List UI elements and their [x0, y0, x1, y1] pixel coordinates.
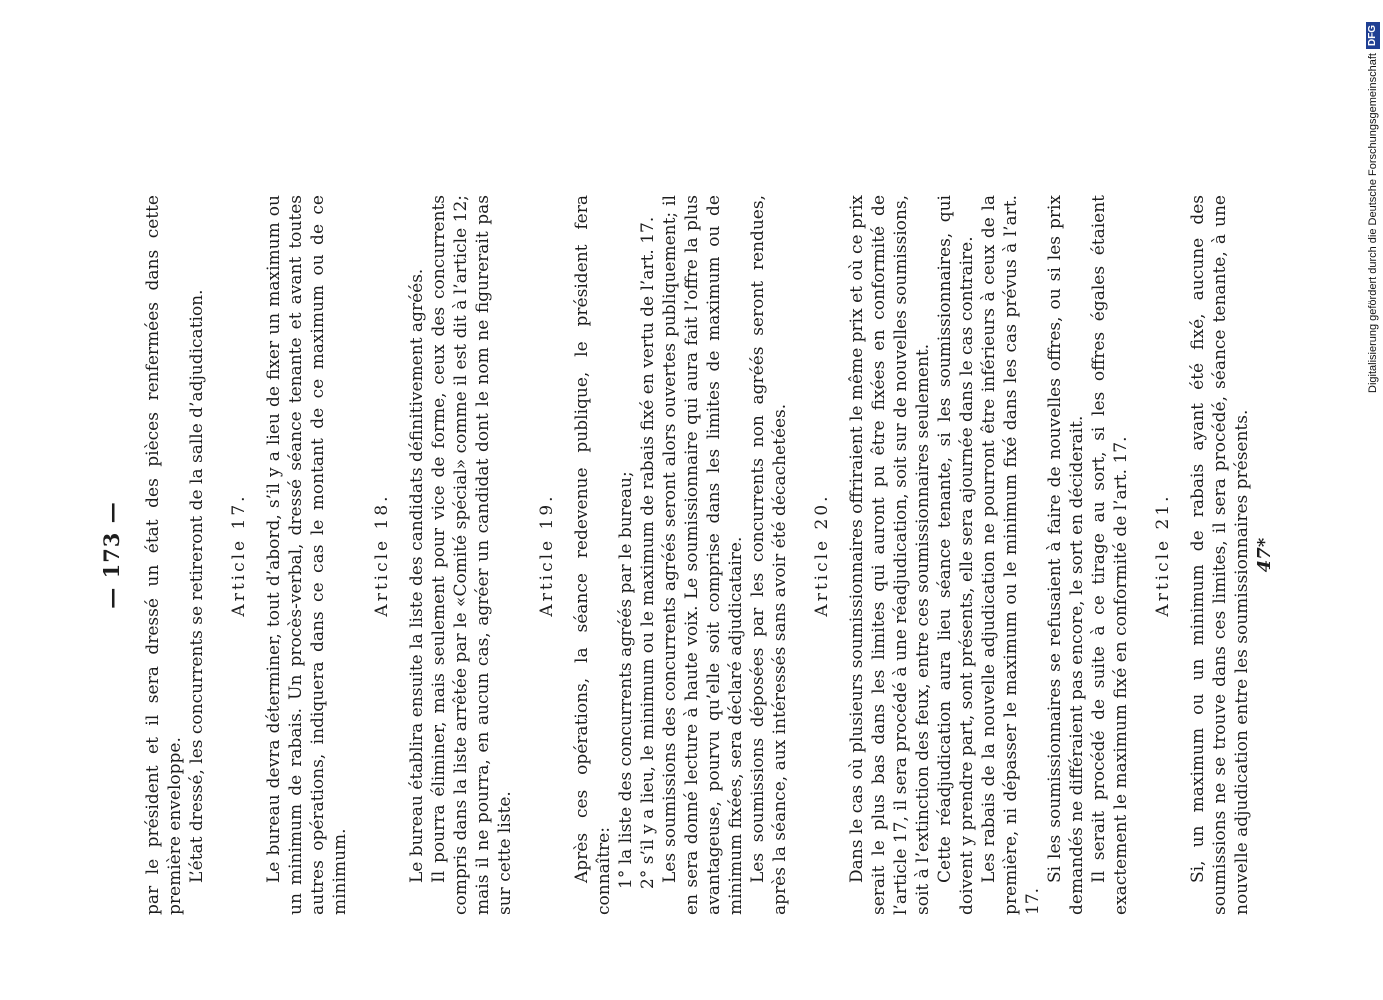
page-number: — 173 — [99, 501, 124, 609]
article-21-heading: Article 21. [1153, 493, 1173, 617]
intro-line: par le président et il sera dressé un état des pièces renfermées dans cette première enveloppe. [143, 195, 185, 915]
article-20-paragraph: Cette réadjudication aura lieu séance tenante, si les soumissionnaires, qui doivent y prendre part, sont présents, elle sera ajournée dans le cas contraire. [935, 195, 977, 915]
signature-mark: 47* [1254, 537, 1275, 573]
article-20-paragraph: Si les soumissionnaires se refusaient à faire de nouvelles offres, ou si les prix demandés ne différaient pas encore, le sort en déciderait. [1045, 195, 1087, 915]
article-20-paragraph: Dans le cas où plusieurs soumissionnaires offriraient le même prix et où ce prix serait le plus bas dans les limites qui auront pu être fixées en conformité de l’article 17, il sera procédé à une réadjudication, soit sur de nouvelles soumissions, soit à l’extinction des feux, entre ces soumissionnaires seulement. [847, 194, 933, 915]
article-18-paragraph: Le bureau établira ensuite la liste des candidats définitivement agréés. [407, 268, 427, 883]
article-19-paragraph: Après ces opérations, la séance redevenue publique, le président fera connaître: [572, 195, 614, 915]
article-20-paragraph: Les rabais de la nouvelle adjudication ne pourront être inférieurs à ceux de la première, ni dépasser le maximum ou le minimum fixé dans les cas prévus à l’art. 17. [979, 195, 1043, 915]
article-18-paragraph: Il pourra éliminer, mais seulement pour vice de forme, ceux des concurrents compris dans la liste arrêtée par le «Comité spécial» comme il est dit à l’article 12; mais il ne pourra, en aucun cas, agréer un candidat dont le nom ne figurerait pas sur cette liste. [429, 195, 515, 915]
article-19-paragraph: Les soumissions déposées par les concurrents non agréés seront rendues, après la séance, aux intéressés sans avoir été décachetées. [748, 195, 790, 915]
article-21-paragraph: Si, un maximum ou un minimum de rabais ayant été fixé, aucune des soumissions ne se trouve dans ces limites, il sera procédé, séance tenante, à une nouvelle adjudication entre les soumissionnaires présents. [1188, 195, 1252, 915]
article-19-list-item: 1° la liste des concurrents agréés par le bureau; [616, 471, 636, 889]
article-18-heading: Article 18. [372, 493, 392, 617]
article-19-list-item: 2° s’il y a lieu, le minimum ou le maximum de rabais fixé en vertu de l’art. 17. [638, 216, 658, 889]
article-17-paragraph: Le bureau devra déterminer, tout d’abord, s’il y a lieu de fixer un maximum ou un minimum de rabais. Un procès-verbal, dressé séance tenante et avant toutes autres opérations, indiquera dans ce cas le montant de ce maximum ou de ce minimum. [264, 195, 350, 915]
document-page [99, 194, 1275, 915]
article-20-paragraph: Il serait procédé de suite à ce tirage au sort, si les offres égales étaient exactement le maximum fixé en conformité de l’art. 17. [1089, 195, 1131, 915]
digitization-credit [1366, 22, 1380, 393]
article-17-heading: Article 17. [229, 493, 249, 617]
article-20-heading: Article 20. [812, 493, 832, 617]
article-19-paragraph: Les soumissions des concurrents agréés seront alors ouvertes publiquement; il en sera donné lecture à haute voix. Le soumissionnaire qui aura fait l’offre la plus avantageuse, pourvu qu’elle soit comprise dans les limites de maximum ou de minimum fixées, sera déclaré adjudicataire. [660, 195, 746, 915]
intro-paragraph: L’état dressé, les concurrents se retireront de la salle d’adjudication. [187, 289, 207, 883]
article-19-heading: Article 19. [537, 493, 557, 617]
credit-text: Digitalisierung gefördert durch die Deutsche Forschungsgemeinschaft [1367, 53, 1379, 393]
dfg-logo: DFG [1366, 22, 1380, 49]
